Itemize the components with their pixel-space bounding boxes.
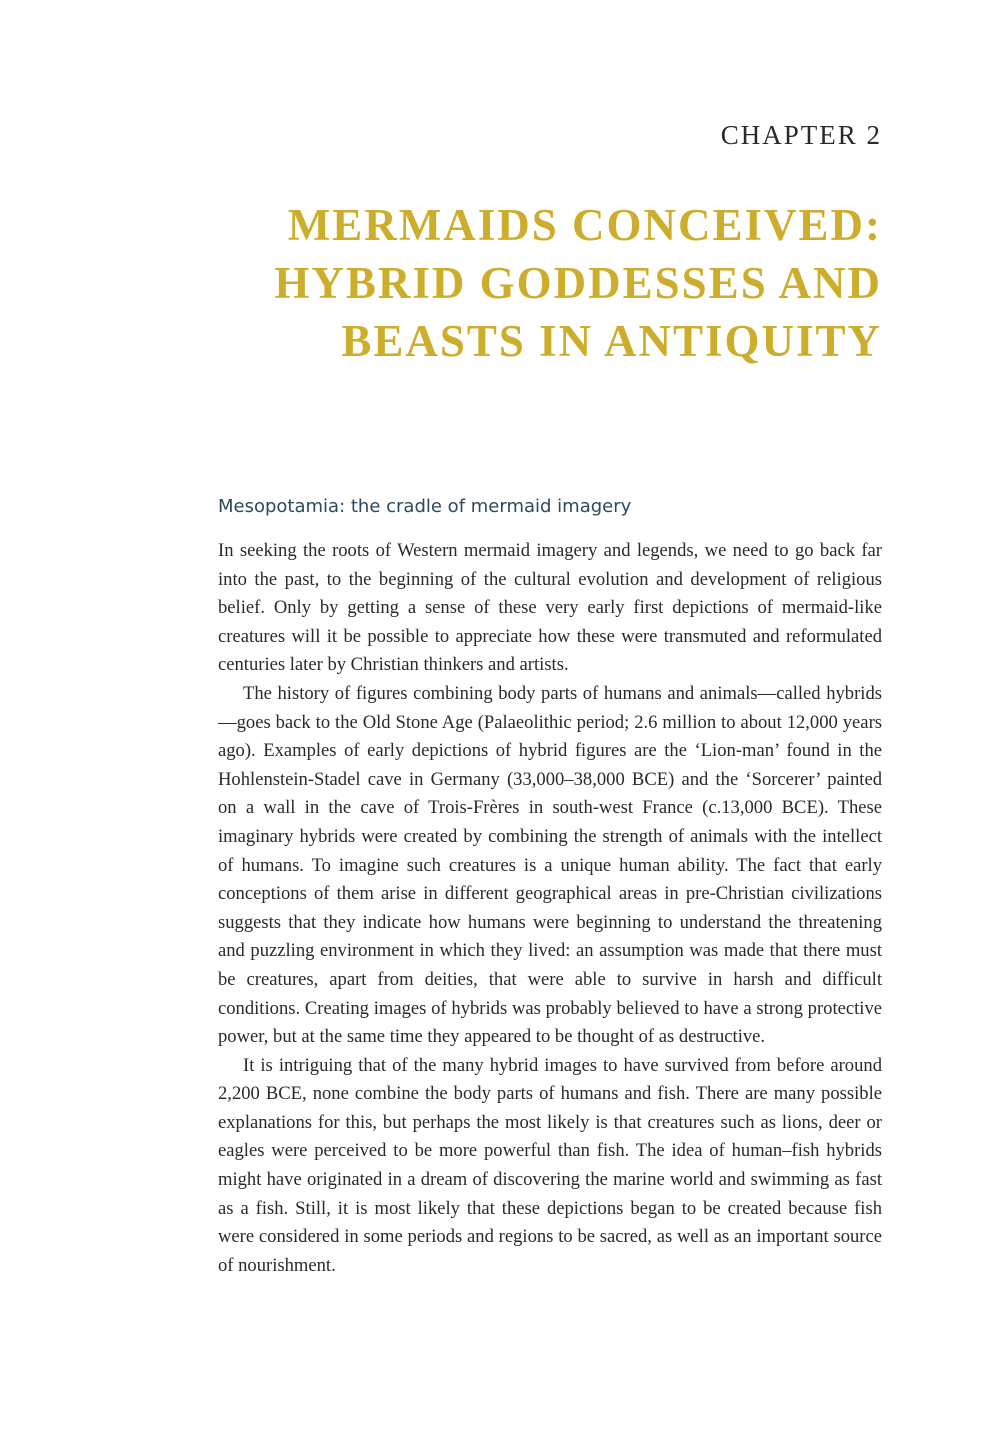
- paragraph-1: In seeking the roots of Western mermaid imagery and legends, we need to go back far into the past, to the beginning of the cultural evolution and development of religious belief. Only by getting a sense of these very early first depictions of mermaid-like creatures will it be possible to appreciate how these were transmuted and reformulated centuries later by Christian thinkers and artists.: [218, 540, 882, 676]
- chapter-label: CHAPTER 2: [720, 120, 882, 150]
- chapter-title-line-2: HYBRID GODDESSES AND: [274, 258, 882, 308]
- chapter-title: [182, 196, 882, 370]
- chapter-title-line-3: BEASTS IN ANTIQUITY: [341, 316, 882, 366]
- paragraph-3: It is intriguing that of the many hybrid images to have survived from before around 2,200 BCE, none combine the body parts of humans and fish. There are many possible explanations for this, but perhaps the most likely is that creatures such as lions, deer or eagles were perceived to be more powerful than fish. The idea of human–fish hybrids might have originated in a dream of discovering the marine world and swimming as fast as a fish. Still, it is most likely that these depictions began to be created because fish were considered in some periods and regions to be sacred, as well as an important source of nourishment.: [218, 1054, 882, 1276]
- body-text: [218, 537, 882, 1280]
- paragraph-2: The history of figures combining body parts of humans and animals—called hybrids—goes back to the Old Stone Age (Palaeolithic period; 2.6 million to about 12,000 years ago). Examples of early depictions of hybrid figures are the ‘Lion-man’ found in the Hohlenstein-Stadel cave in Germany (33,000–38,000 BCE) and the ‘Sorcerer’ painted on a wall in the cave of Trois-Frères in south-west France (c.13,000 BCE). These imaginary hybrids were created by combining the strength of animals with the intellect of humans. To imagine such creatures is a unique human ability. The fact that early conceptions of them arise in different geographical areas in pre-Christian civilizations suggests that they indicate how humans were beginning to understand the threatening and puzzling environment in which they lived: an assumption was made that there must be creatures, apart from deities, that were able to survive in harsh and difficult conditions. Creating images of hybrids was probably believed to have a strong protective power, but at the same time they appeared to be thought of as destructive.: [218, 682, 882, 1048]
- section-heading: Mesopotamia: the cradle of mermaid imagery: [218, 496, 632, 517]
- chapter-title-line-1: MERMAIDS CONCEIVED:: [287, 200, 882, 250]
